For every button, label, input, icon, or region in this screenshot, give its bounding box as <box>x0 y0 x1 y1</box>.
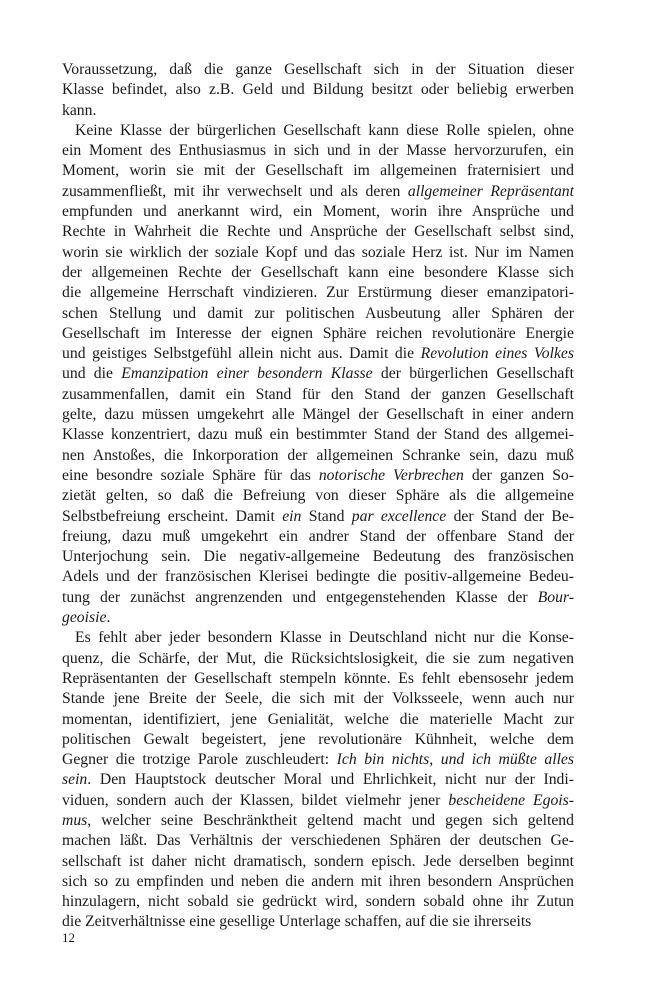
text-line: Rechte in Wahrheit die Rechte und Ansprüche der Gesellschaft selbst sind, <box>62 223 574 241</box>
text-line: sellschaft ist daher nicht dramatisch, sondern episch. Jede derselben beginnt <box>62 852 574 870</box>
text-line: der allgemeinen Rechte der Gesellschaft kann eine besondere Klasse sich <box>62 263 574 281</box>
text-line: Es fehlt aber jeder besondern Klasse in Deutschland nicht nur die Konse- <box>75 629 574 647</box>
text-line: Repräsentanten der Gesellschaft stempeln könnte. Es fehlt ebensosehr jedem <box>62 669 574 687</box>
emphasis: ein <box>282 507 302 525</box>
emphasis: allgemeiner Repräsentant <box>407 182 574 200</box>
emphasis: Bour- <box>537 588 574 606</box>
text-line: und die Emanzipation einer besondern Klasse der bürgerlichen Gesellschaft <box>62 365 574 383</box>
text-line: viduen, sondern auch der Klassen, bildet vielmehr jener bescheidene Egois- <box>62 791 574 809</box>
text-line: sich so zu empfinden und neben die andern mit ihren besondern Ansprüchen <box>62 872 574 890</box>
emphasis: mus <box>62 811 88 829</box>
text-line: Klasse befindet, also z.B. Geld und Bildung besitzt oder beliebig erwerben <box>62 81 574 99</box>
text-line: die Zeitverhältnisse eine gesellige Unterlage schaffen, auf die sie ihrerseits <box>62 913 532 931</box>
text-line: Stande jene Breite der Seele, die sich mit der Volksseele, wenn auch nur <box>62 690 574 708</box>
emphasis: Ich bin nichts, und ich müßte alles <box>336 751 574 769</box>
text-line: freiung, dazu muß umgekehrt ein andrer Stand der offenbare Stand der <box>62 527 574 545</box>
text-line: ein Moment des Enthusiasmus in sich und in der Masse hervorzurufen, ein <box>62 142 574 160</box>
text-line: und geistiges Selbstgefühl allein nicht aus. Damit die Revolution eines Volkes <box>62 345 574 363</box>
paragraph <box>62 60 574 121</box>
text-line: eine besondre soziale Sphäre für das notorische Verbrechen der ganzen So- <box>62 466 574 484</box>
page-number: 12 <box>62 930 75 945</box>
emphasis: sein <box>62 771 88 789</box>
text-line: sein. Den Hauptstock deutscher Moral und Ehrlichkeit, nicht nur der Indi- <box>62 771 574 789</box>
text-line: nen Anstoßes, die Inkorporation der allgemeinen Schranke sein, dazu muß <box>62 446 574 464</box>
emphasis: Revolution eines Volkes <box>420 345 574 363</box>
emphasis: par excellence <box>351 507 447 525</box>
text-line: Gegner die trotzige Parole zuschleudert: Ich bin nichts, und ich müßte alles <box>62 751 574 769</box>
emphasis: Emanzipation einer besondern Klasse <box>121 365 373 383</box>
text-line: Moment, worin sie mit der Gesellschaft im allgemeinen fraternisiert und <box>62 162 574 180</box>
text-line: schen Stellung und damit zur politischen Ausbeutung aller Sphären der <box>62 304 574 322</box>
text-line: empfunden und anerkannt wird, ein Moment, worin ihre Ansprüche und <box>62 203 574 221</box>
text-line: Voraussetzung, daß die ganze Gesellschaft sich in der Situation dieser <box>62 61 574 78</box>
paragraph <box>62 628 574 932</box>
text-line: Unterjochung sein. Die negativ-allgemeine Bedeutung des französischen <box>62 548 574 566</box>
text-line: Adels und der französischen Klerisei bedingte die positiv-allgemeine Bedeu- <box>62 568 574 586</box>
text-line: politischen Gewalt begeistert, jene revolutionäre Kühnheit, welche dem <box>62 730 574 748</box>
paragraph <box>62 121 574 628</box>
text-line: die allgemeine Herrschaft vindizieren. Zur Erstürmung dieser emanzipatori- <box>62 284 574 302</box>
text-line: Keine Klasse der bürgerlichen Gesellschaft kann diese Rolle spielen, ohne <box>75 121 574 139</box>
text-line: Gesellschaft im Interesse der eignen Sphäre reichen revolutionäre Energie <box>62 324 574 342</box>
text-line: geoisie. <box>62 609 111 627</box>
page-body <box>62 60 574 933</box>
text-line: zusammenfließt, mit ihr verwechselt und als deren allgemeiner Repräsentant <box>62 182 574 200</box>
text-line: zietät gelten, so daß die Befreiung von dieser Sphäre als die allgemeine <box>62 487 574 505</box>
text-line: tung der zunächst angrenzenden und entgegenstehenden Klasse der Bour- <box>62 588 574 606</box>
text-line: machen läßt. Das Verhältnis der verschiedenen Sphären der deutschen Ge- <box>62 832 574 850</box>
text-line: mus, welcher seine Beschränktheit geltend macht und gegen sich geltend <box>62 811 574 829</box>
text-line: kann. <box>62 101 97 119</box>
emphasis: bescheidene Egois- <box>448 791 574 809</box>
emphasis: notorische Verbrechen <box>318 466 464 484</box>
text-line: momentan, identifiziert, jene Genialität, welche die materielle Macht zur <box>62 710 574 728</box>
text-line: quenz, die Schärfe, der Mut, die Rücksichtslosigkeit, die sie zum negativen <box>62 649 574 667</box>
text-line: Selbstbefreiung erscheint. Damit ein Stand par excellence der Stand der Be- <box>62 507 575 525</box>
text-line: worin sie wirklich der soziale Kopf und das soziale Herz ist. Nur im Namen <box>62 243 574 261</box>
text-line: hinzulagern, nicht sobald sie gedrückt wird, sondern sobald ohne ihr Zutun <box>62 893 574 911</box>
text-line: Klasse konzentriert, dazu muß ein bestimmter Stand der Stand des allgemei- <box>62 426 574 444</box>
text-line: zusammenfallen, damit ein Stand für den Stand der ganzen Gesellschaft <box>62 385 574 403</box>
emphasis: geoisie <box>62 609 107 627</box>
text-line: gelte, dazu müssen umgekehrt alle Mängel der Gesellschaft in einer andern <box>62 406 574 424</box>
